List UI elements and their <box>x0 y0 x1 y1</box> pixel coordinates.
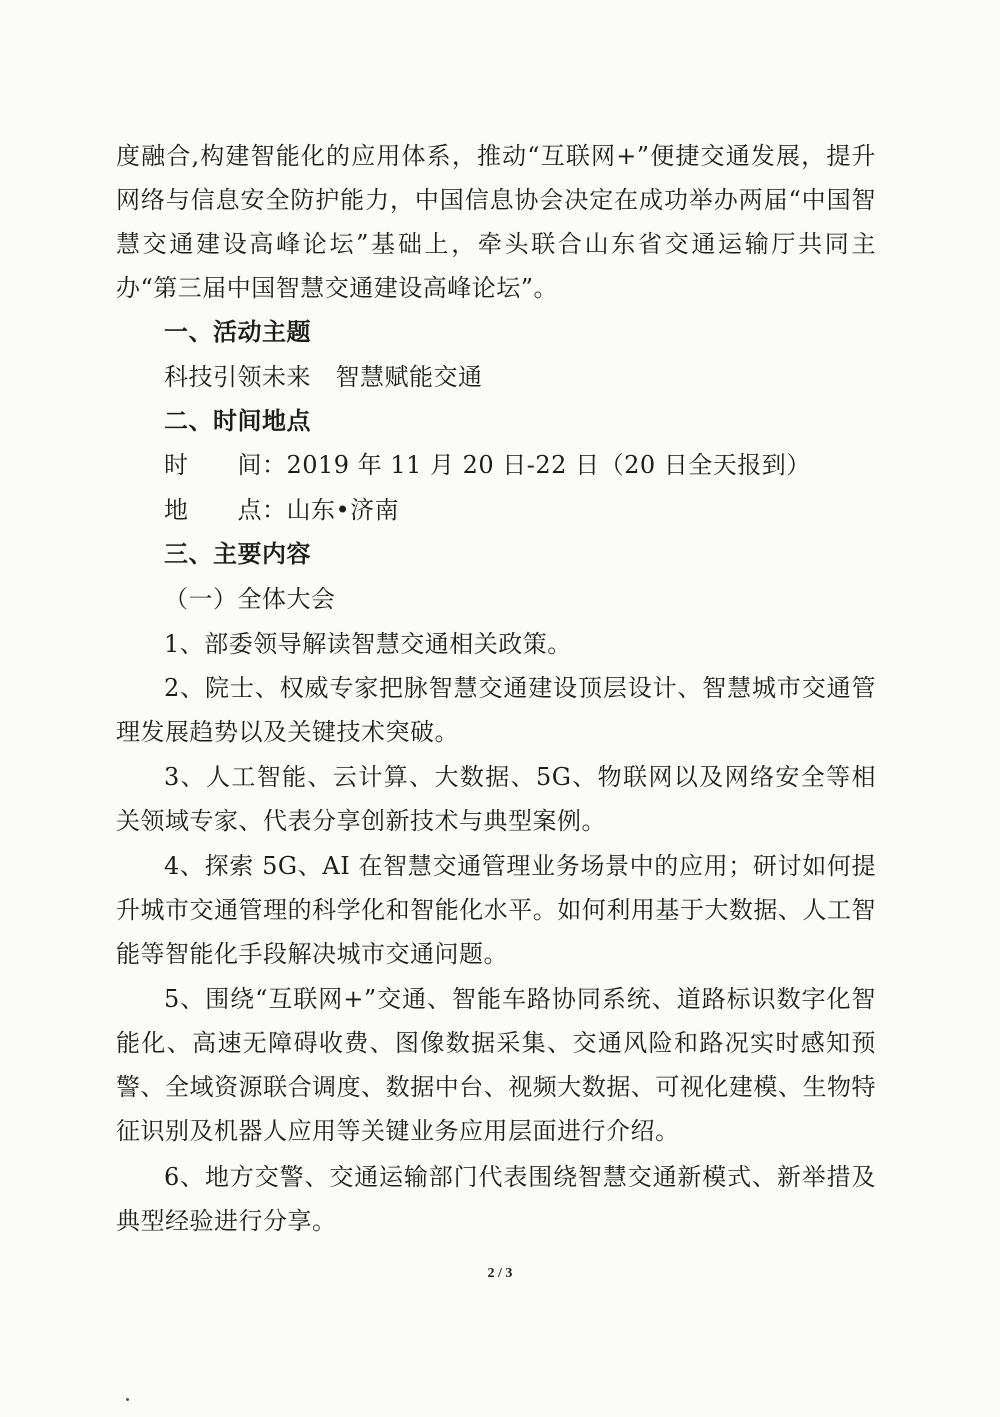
list-item-1: 1、部委领导解读智慧交通相关政策。 <box>164 630 572 658</box>
time-line: 时 间：2019 年 11 月 20 日-22 日（20 日全天报到） <box>164 451 811 479</box>
section-heading-theme: 一、活动主题 <box>164 317 311 346</box>
theme-text: 科技引领未来 智慧赋能交通 <box>164 363 483 391</box>
list-item-6: 6、地方交警、交通运输部门代表围绕智慧交通新模式、新举措及典型经验进行分享。 <box>116 1163 876 1235</box>
list-item-2: 2、院士、权威专家把脉智慧交通建设顶层设计、智慧城市交通管理发展趋势以及关键技术突破。 <box>116 674 876 746</box>
subsection-plenary: （一）全体大会 <box>164 585 336 613</box>
scan-speck <box>126 1398 129 1401</box>
section-heading-content: 三、主要内容 <box>164 539 311 568</box>
page-number: 2 / 3 <box>487 1266 513 1281</box>
list-item-4: 4、探索 5G、AI 在智慧交通管理业务场景中的应用；研讨如何提升城市交通管理的科学化和智能化水平。如何利用基于大数据、人工智能等智能化手段解决城市交通问题。 <box>116 852 876 968</box>
intro-paragraph: 度融合,构建智能化的应用体系，推动“互联网+”便捷交通发展，提升网络与信息安全防护能力，中国信息协会决定在成功举办两届“中国智慧交通建设高峰论坛”基础上，牵头联合山东省交通运输厅共同主办“第三届中国智慧交通建设高峰论坛”。 <box>116 142 876 302</box>
section-heading-time-place: 二、时间地点 <box>164 406 311 435</box>
place-line: 地 点：山东•济南 <box>164 496 400 524</box>
list-item-5: 5、围绕“互联网+”交通、智能车路协同系统、道路标识数字化智能化、高速无障碍收费、图像数据采集、交通风险和路况实时感知预警、全域资源联合调度、数据中台、视频大数据、可视化建模、生物特征识别及机器人应用等关键业务应用层面进行介绍。 <box>116 985 876 1145</box>
list-item-3: 3、人工智能、云计算、大数据、5G、物联网以及网络安全等相关领域专家、代表分享创新技术与典型案例。 <box>116 763 876 835</box>
